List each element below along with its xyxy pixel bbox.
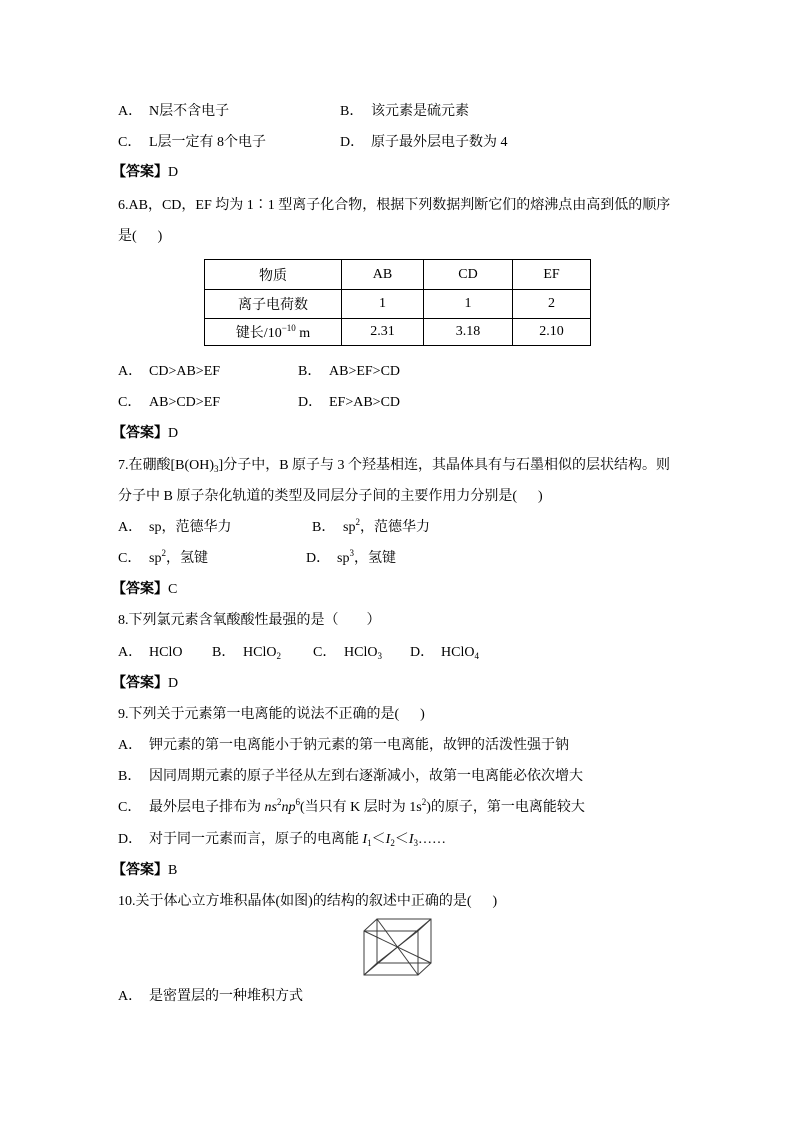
less-than-sign: ＜ (371, 832, 386, 847)
q7-stem-line-1 (118, 456, 670, 476)
bond-label-unit: m (299, 326, 311, 341)
option-label: A． (118, 645, 143, 660)
answer-value: D (168, 165, 179, 180)
bond-label-exponent: −10 (281, 323, 296, 333)
option-text: )的原子，第一电离能较大 (426, 800, 585, 815)
q8-answer (112, 674, 178, 694)
table-cell: 1 (342, 290, 424, 319)
q6-option-c (118, 393, 220, 413)
option-label: A． (118, 364, 143, 379)
answer-label: 【答案】 (112, 582, 168, 597)
table-header-row (205, 260, 591, 290)
answer-value: D (168, 426, 179, 441)
table-header-cell: CD (424, 260, 513, 290)
option-text: 该元素是硫元素 (371, 104, 469, 119)
answer-label: 【答案】 (112, 426, 168, 441)
option-text: (当只有 K 层时为 1s (299, 800, 422, 815)
orbital-superscript: 2 (421, 797, 427, 807)
option-label: D． (340, 135, 365, 150)
option-text: ，范德华力 (161, 520, 232, 535)
q7-stem-line-2: 分子中 B 原子杂化轨道的类型及同层分子间的主要作用力分别是( ) (118, 489, 543, 504)
cube-edge (364, 919, 377, 931)
option-superscript: 2 (161, 548, 166, 558)
bond-label-base: 键长/10 (235, 326, 282, 341)
option-label: B． (340, 104, 364, 119)
q8-option-d (410, 643, 479, 663)
orbital-np: np (281, 800, 296, 815)
option-base: HClO (149, 645, 183, 660)
q7-answer (112, 580, 177, 600)
option-text: AB>EF>CD (329, 364, 401, 379)
ionization-subscript: 2 (390, 838, 395, 848)
option-base: HClO (344, 645, 378, 660)
less-than-sign: ＜ (394, 832, 409, 847)
q8-option-b (212, 643, 281, 663)
q6-stem-line-1: 6.AB，CD，EF 均为 1∶1 型离子化合物，根据下列数据判断它们的熔沸点由高到低的顺序 (118, 198, 671, 213)
stem-subscript: 3 (214, 464, 219, 474)
cube-edge (418, 963, 431, 975)
table-cell: 2.10 (513, 319, 591, 346)
option-label: A． (118, 520, 143, 535)
q9-option-d (118, 830, 446, 850)
table-cell: 离子电荷数 (205, 290, 342, 319)
option-label: C． (118, 395, 142, 410)
q7-option-c (118, 549, 208, 569)
option-label: A． (118, 104, 143, 119)
orbital-ns: ns (264, 800, 277, 815)
q9-option-a (118, 736, 569, 756)
q5-option-b (340, 102, 469, 122)
option-text: 原子最外层电子数为 4 (371, 135, 508, 150)
answer-label: 【答案】 (112, 863, 168, 878)
option-label: D． (306, 551, 331, 566)
option-text: CD>AB>EF (149, 364, 221, 379)
option-text: L层一定有 8个电子 (149, 135, 267, 150)
q6-stem-line-2: 是( ) (118, 229, 163, 244)
option-text: 钾元素的第一电离能小于钠元素的第一电离能，故钾的活泼性强于钠 (149, 738, 569, 753)
q6-answer (112, 424, 178, 444)
q6-option-b (298, 362, 400, 382)
option-label: A． (118, 989, 143, 1004)
table-cell: 1 (424, 290, 513, 319)
option-label: D． (410, 645, 435, 660)
q8-stem: 8.下列氯元素含氧酸酸性最强的是（ ） (118, 613, 381, 628)
q5-option-a (118, 102, 229, 122)
table-row-charge (205, 290, 591, 319)
ionization-symbol: I (408, 832, 414, 847)
option-label: B． (312, 520, 336, 535)
option-text: 最外层电子排布为 (149, 800, 265, 815)
table-header-cell: 物质 (205, 260, 342, 290)
q7-option-a (118, 518, 231, 538)
table-cell: 2.31 (342, 319, 424, 346)
option-text: 因同周期元素的原子半径从左到右逐渐减小，故第一电离能必依次增大 (149, 769, 583, 784)
body-diagonal (364, 919, 431, 975)
option-base: HClO (441, 645, 475, 660)
table-cell: 2 (513, 290, 591, 319)
option-label: C． (118, 800, 142, 815)
option-label: D． (118, 832, 143, 847)
q5-option-d (340, 133, 508, 153)
q7-option-d (306, 549, 396, 569)
orbital-superscript: 6 (295, 797, 300, 807)
q10-option-a (118, 987, 303, 1007)
answer-value: B (168, 863, 178, 878)
q5-option-c (118, 133, 266, 153)
q10-stem: 10.关于体心立方堆积晶体(如图)的结构的叙述中正确的是( ) (118, 894, 498, 909)
option-label: C． (313, 645, 337, 660)
table-row-bond-length (205, 319, 591, 346)
option-base: HClO (243, 645, 277, 660)
option-base: sp (343, 520, 356, 535)
option-text: AB>CD>EF (149, 395, 221, 410)
ionization-symbol: I (385, 832, 391, 847)
q9-answer (112, 861, 177, 881)
table-header-cell: AB (342, 260, 424, 290)
option-label: D． (298, 395, 323, 410)
stem-text: ]分子中，B 原子与 3 个羟基相连，其晶体具有与石墨相似的层状结构。则 (218, 458, 671, 473)
q8-option-c (313, 643, 382, 663)
ionization-subscript: 1 (367, 838, 372, 848)
bcc-cube-figure (362, 916, 434, 978)
option-subscript: 3 (377, 651, 382, 661)
option-text: N层不含电子 (149, 104, 230, 119)
stem-text: 7.在硼酸[B(OH) (118, 458, 215, 473)
answer-value: D (168, 676, 179, 691)
q9-option-b (118, 767, 583, 787)
ionization-symbol: I (362, 832, 368, 847)
option-subscript: 4 (474, 651, 479, 661)
q9-stem: 9.下列关于元素第一电离能的说法不正确的是( ) (118, 707, 425, 722)
option-superscript: 3 (349, 548, 354, 558)
table-cell-bond-label (205, 319, 342, 346)
table-cell: 3.18 (424, 319, 513, 346)
option-text: EF>AB>CD (329, 395, 401, 410)
option-subscript: 2 (276, 651, 281, 661)
answer-label: 【答案】 (112, 676, 168, 691)
q6-option-d (298, 393, 400, 413)
option-base: sp (337, 551, 350, 566)
option-superscript: 2 (355, 517, 360, 527)
q6-data-table (204, 259, 591, 346)
option-label: A． (118, 738, 143, 753)
q9-option-c (118, 798, 585, 818)
ionization-subscript: 3 (413, 838, 419, 848)
option-label: C． (118, 551, 142, 566)
option-text: …… (418, 832, 447, 847)
option-base: sp (149, 551, 162, 566)
q5-answer (112, 163, 178, 183)
option-label: B． (298, 364, 322, 379)
option-label: B． (118, 769, 142, 784)
q6-option-a (118, 362, 220, 382)
q8-option-a (118, 643, 182, 663)
option-base: sp (149, 520, 162, 535)
option-text: 是密置层的一种堆积方式 (149, 989, 303, 1004)
answer-label: 【答案】 (112, 165, 168, 180)
option-text: ，氢键 (165, 551, 208, 566)
option-text: ，范德华力 (359, 520, 430, 535)
q7-option-b (312, 518, 430, 538)
orbital-superscript: 2 (276, 797, 282, 807)
table-header-cell: EF (513, 260, 591, 290)
option-label: B． (212, 645, 236, 660)
answer-value: C (168, 582, 178, 597)
option-text: ，氢键 (353, 551, 396, 566)
option-text: 对于同一元素而言，原子的电离能 (149, 832, 363, 847)
option-label: C． (118, 135, 142, 150)
